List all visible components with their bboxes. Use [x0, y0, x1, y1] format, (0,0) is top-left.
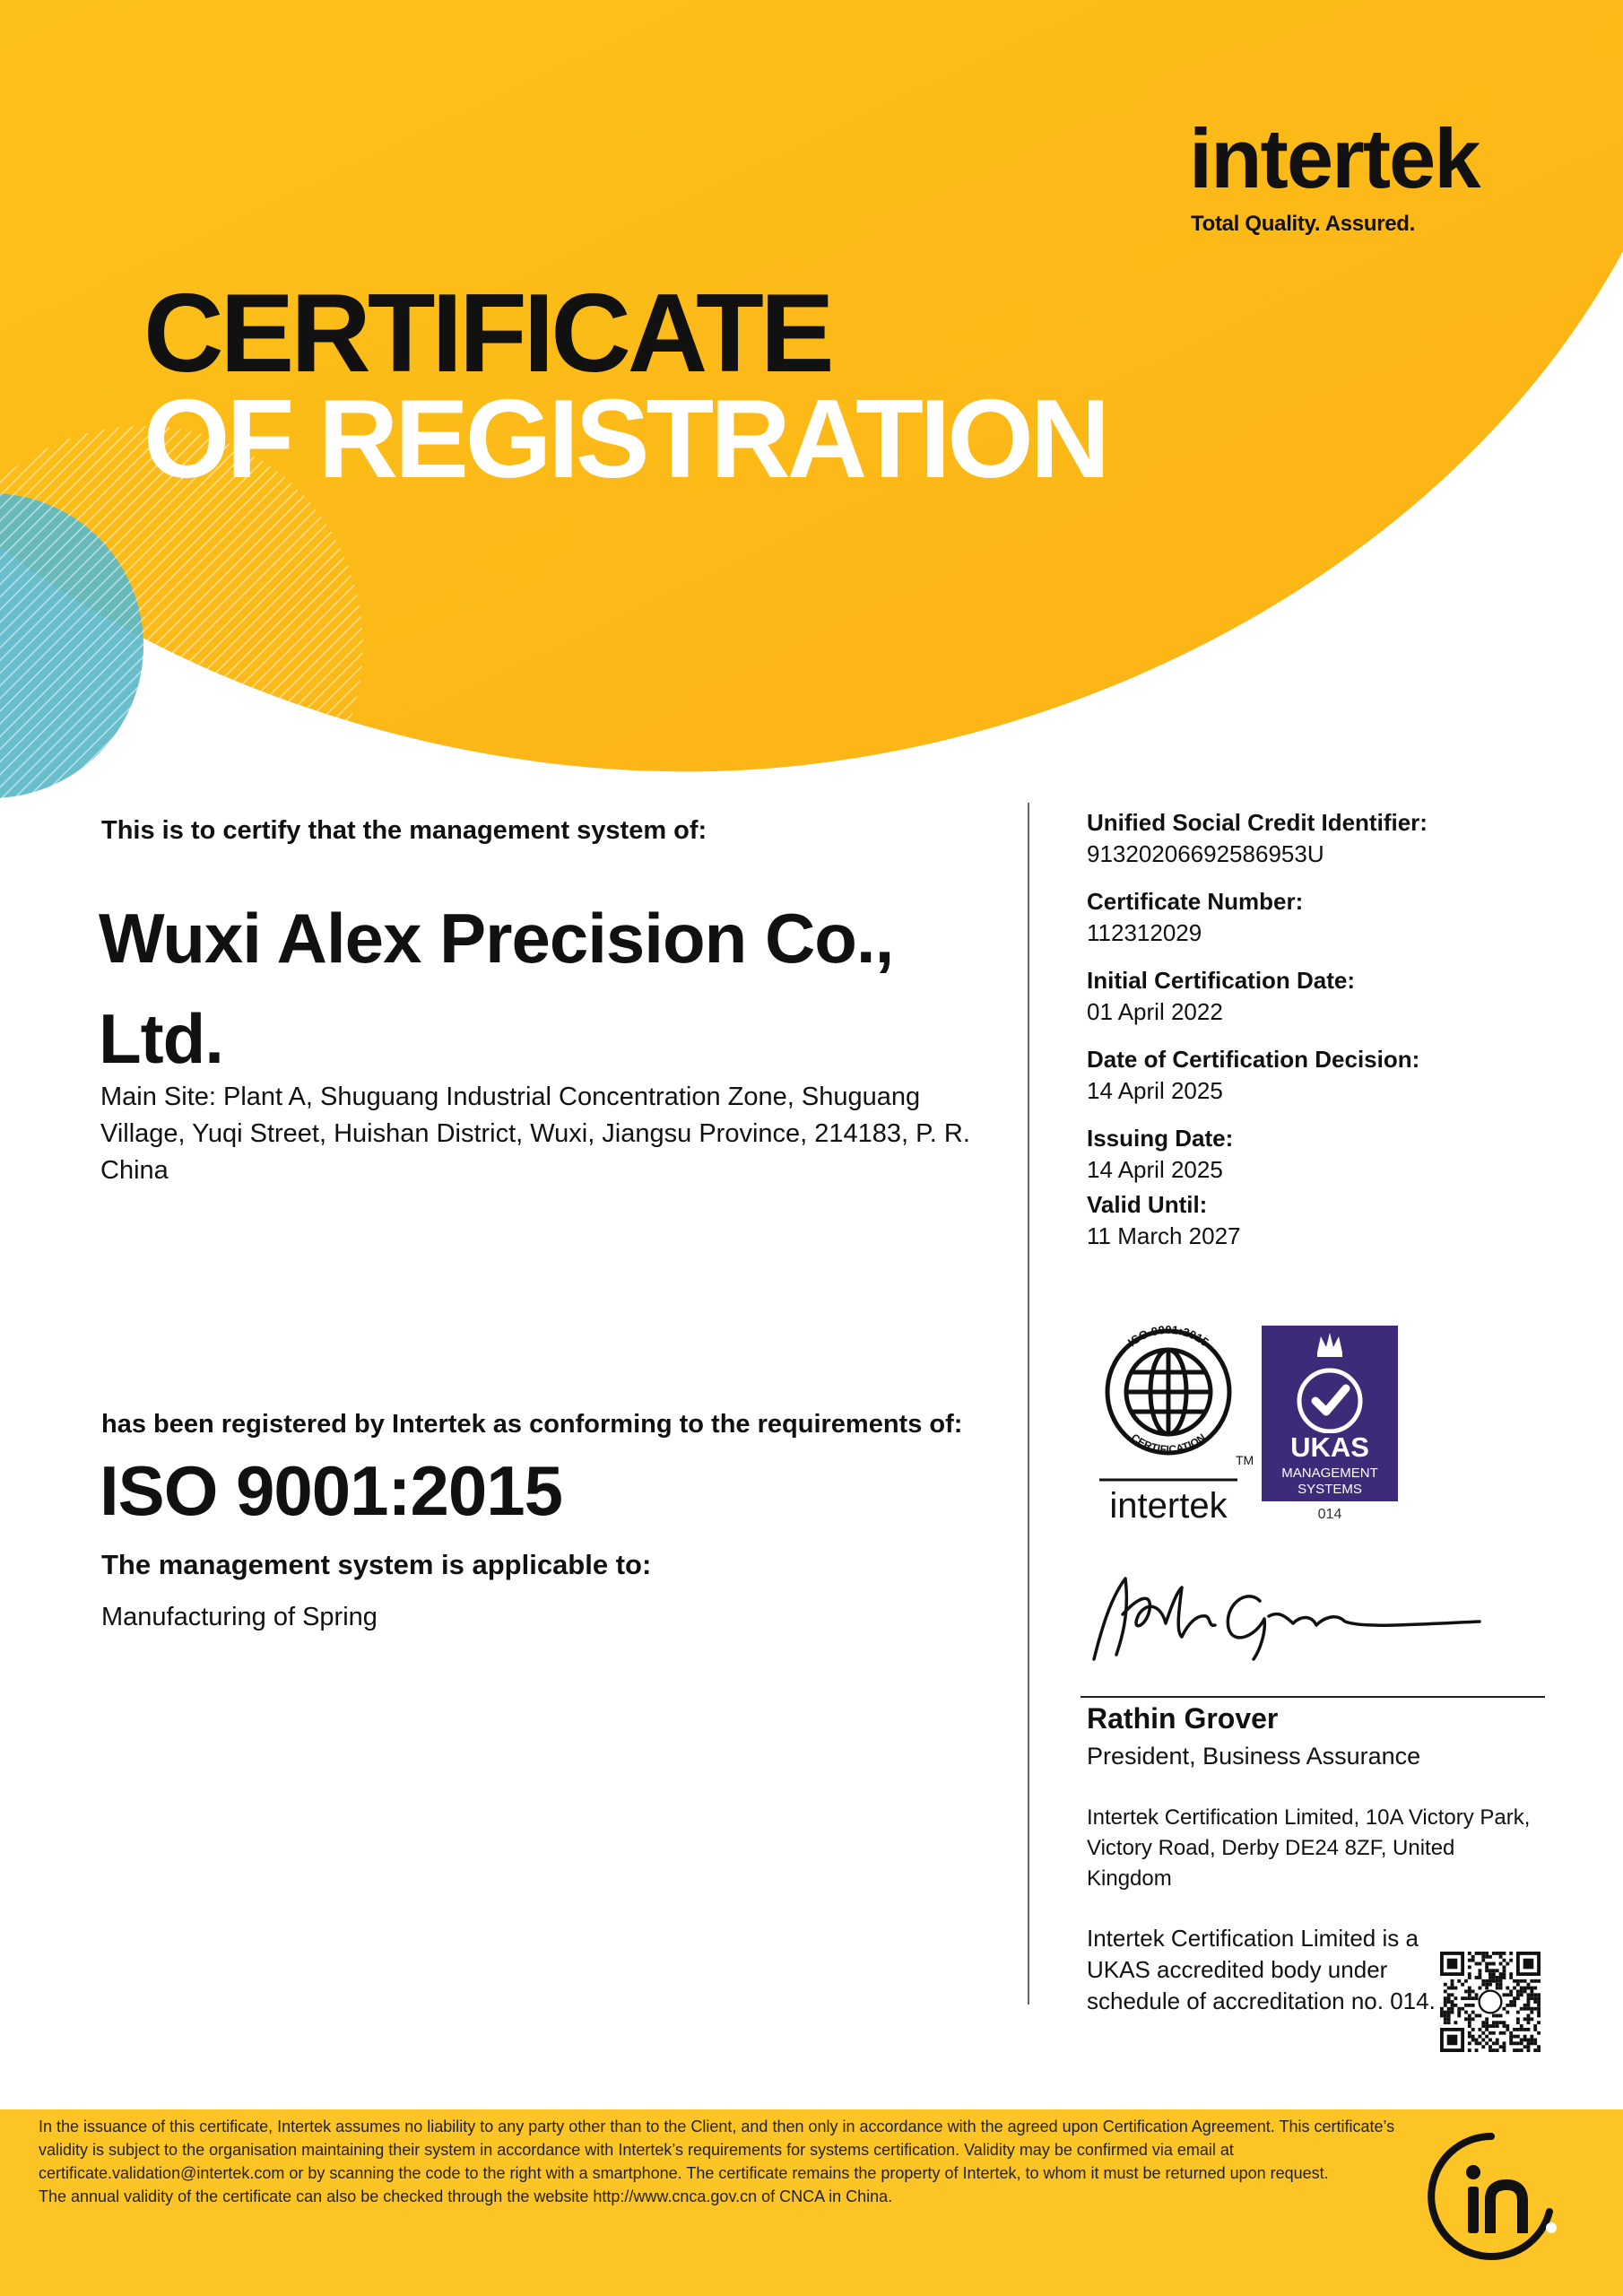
- accreditation-statement: Intertek Certification Limited is a UKAS accredited body under schedule of accreditation no. 014.: [1087, 1925, 1436, 2014]
- field-valid-until: [1087, 1189, 1589, 1252]
- field-initial-date: [1087, 965, 1589, 1028]
- certify-statement: This is to certify that the management system of:: [101, 816, 707, 845]
- svg-text:ISO 9001:2015: ISO 9001:2015: [1124, 1323, 1211, 1350]
- signer-name: Rathin Grover: [1087, 1702, 1279, 1735]
- signature: [1076, 1561, 1488, 1668]
- ukas-word: UKAS: [1290, 1431, 1369, 1463]
- intertek-in-logo-icon: [1424, 2129, 1558, 2264]
- svg-text:CERTIFICATION: CERTIFICATION: [1128, 1431, 1209, 1457]
- qr-code[interactable]: [1440, 1952, 1541, 2052]
- field-value: 91320206692586953U: [1087, 840, 1324, 867]
- company-address: Main Site: Plant A, Shuguang Industrial Concentration Zone, Shuguang Village, Yuqi Street, Huishan District, Wuxi, Jiangsu Province, 214183, P. R. China: [100, 1083, 970, 1185]
- footer-line2: The annual validity of the certificate can also be checked through the website http://www.cnca.gov.cn of CNCA in China.: [39, 2187, 893, 2205]
- applicable-heading: The management system is applicable to:: [101, 1549, 652, 1580]
- crown-check-icon: [1262, 1326, 1398, 1433]
- field-credit-id: [1087, 807, 1589, 870]
- ukas-line1: MANAGEMENT: [1281, 1465, 1378, 1481]
- intertek-logo: intertek: [1189, 111, 1480, 205]
- field-label: Valid Until:: [1087, 1191, 1208, 1218]
- field-label: Issuing Date:: [1087, 1125, 1234, 1152]
- field-value: 11 March 2027: [1087, 1222, 1241, 1249]
- company-name: Wuxi Alex Precision Co., Ltd.: [99, 899, 894, 1078]
- field-label: Date of Certification Decision:: [1087, 1046, 1420, 1073]
- certificate-title-line2: OF REGISTRATION: [143, 378, 1107, 501]
- field-issuing-date: [1087, 1123, 1589, 1186]
- field-value: 14 April 2025: [1087, 1156, 1223, 1183]
- registered-statement: has been registered by Intertek as conforming to the requirements of:: [101, 1410, 963, 1439]
- certificate-details: [1087, 807, 1589, 1268]
- field-label: Unified Social Credit Identifier:: [1087, 809, 1428, 836]
- signer-title: President, Business Assurance: [1087, 1743, 1421, 1770]
- ukas-line2: SYSTEMS: [1298, 1482, 1362, 1497]
- certificate-title-line1: CERTIFICATE: [143, 272, 831, 396]
- footer-disclaimer: [39, 2115, 1402, 2208]
- field-label: Initial Certification Date:: [1087, 967, 1356, 994]
- field-value: 14 April 2025: [1087, 1077, 1223, 1104]
- field-decision-date: [1087, 1044, 1589, 1107]
- signature-line: [1081, 1696, 1545, 1698]
- field-label: Certificate Number:: [1087, 888, 1304, 915]
- footer-line1: In the issuance of this certificate, Intertek assumes no liability to any party other than to the Client, and then only in accordance with the agreed upon Certification Agreement. This certificate’s validity is subject to the organisation maintaining their system in accordance with Intertek’s requirements for systems certification. Validity may be confirmed via email at certificate.validation@intertek.com or by scanning the code to the right with a smartphone. The certificate remains the property of Intertek, to whom it must be returned upon request.: [39, 2118, 1395, 2182]
- certification-scope: Manufacturing of Spring: [101, 1603, 378, 1631]
- logo-tagline: Total Quality. Assured.: [1191, 212, 1416, 236]
- ukas-number: 014: [1317, 1507, 1342, 1522]
- column-divider: [1028, 803, 1029, 2005]
- globe-icon: [1126, 1350, 1211, 1434]
- svg-text:intertek: intertek: [1109, 1486, 1228, 1525]
- field-value: 01 April 2022: [1087, 998, 1223, 1025]
- issuer-address: Intertek Certification Limited, 10A Victory Park, Victory Road, Derby DE24 8ZF, United Kingdom: [1087, 1805, 1531, 1891]
- iso-certification-badge: [1092, 1318, 1245, 1525]
- field-certificate-number: [1087, 886, 1589, 949]
- ukas-badge: [1262, 1326, 1398, 1501]
- iso-standard: ISO 9001:2015: [100, 1451, 563, 1530]
- field-value: 112312029: [1087, 919, 1202, 946]
- trademark-mark: TM: [1236, 1453, 1254, 1467]
